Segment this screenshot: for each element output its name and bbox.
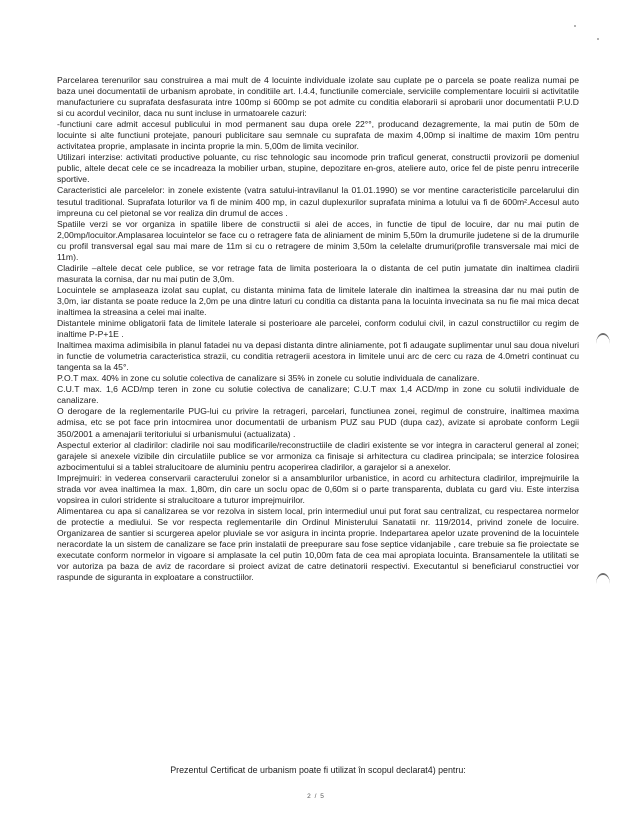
paragraph-parcelare: Parcelarea terenurilor sau construirea a mai mult de 4 locuinte individuale izolate sau cuplate pe o parcela se poate realiza numai pe baza unei documentatii de urbanism aprobate, in conditiile art. I.4.4, functiunile comerciale, serviciile complementare locuirii si activitatile manufacturiere cu suprafata desfasurata intre 100mp si 600mp se pot admite cu conditia elaborarii si aprobarii unor documentatii P.U.D si cu acordul vecinilor, daca nu sunt incluse in urmatoarele cazuri: [57, 75, 579, 119]
paragraph-alimentare-apa: Alimentarea cu apa si canalizarea se vor rezolva in sistem local, prin intermediul unui put forat sau centralizat, cu respectarea normelor de protectie a mediului. Se vor respecta reglementarile din Ordinul Ministerului Sanatatii nr. 119/2014, privind zonele de locuire. Organizarea de santier si scurgerea apelor pluviale se vor asigura in incinta proprie. Indepartarea apelor uzate provenind de la locuintele neracordate la un sistem de canalizare se face prin instalatii de preepurare sau fose septice vidanjabile , care trebuie sa fie proiectate se executate conform normelor in vigoare si amplasate la cel putin 10,00m fata de cea mai apropiata locuinta. Bransamentele la utilitati se vor autoriza pa baza de aviz de racordare si proiect avizat de catre detinatorii respectivi. Executantul si beneficiarul constructiei vor raspunde de siguranta in exploatare a constructiilor. [57, 505, 579, 583]
paragraph-spatii-verzi: Spatiile verzi se vor organiza in spatiile libere de constructii si alei de acces, in functie de tipul de locuire, dar nu mai putin de 2,00mp/locuitor.Amplasarea locuintelor se face cu o retragere fata de aliniament de minim 5,50m la drumurile judetene si de la drumurile cu profil transversal egal sau mai mare de 11m si cu o retragere de minim 3,50m la celelalte drumuri(profile transversale mai mici de 11m). [57, 218, 579, 262]
paragraph-retragere-posterioara: Cladirile –altele decat cele publice, se vor retrage fata de limita posterioara la o distanta de cel putin jumatate din inaltimea cladirii masurata la cornisa, dar nu mai putin de 3,0m. [57, 262, 579, 284]
paragraph-utilizari-interzise: Utilizari interzise: activitati productive poluante, cu risc tehnologic sau incomode prin traficul generat, constructii provizorii pe domeniul public, altele decat cele ce se incadreaza la mobilier urban, stupine, depozitare en-gros, ateliere auto, orice fel de piste penru intrecerile sportive. [57, 152, 579, 185]
paragraph-cut: C.U.T max. 1,6 ACD/mp teren in zone cu solutie colectiva de canalizare; C.U.T max 1,4 ACD/mp in zone cu solutii individuale de canalizare. [57, 384, 579, 406]
paragraph-caracteristici-parcele: Caracteristici ale parcelelor: in zonele existente (vatra satului-intravilanul la 01.01.1990) se vor mentine caracteristicile parcelarului din tesutul traditional. Suprafata loturilor va fi de minim 400 mp, in cazul duplexurilor suprafata minima a lotului va fi de 600m².Accesul auto impreuna cu cel pietonal se vor realiza din drumul de acces . [57, 185, 579, 218]
paragraph-amplasare-locuinte: Locuintele se amplaseaza izolat sau cuplat, cu distanta minima fata de limitele laterale din inaltimea la streasina dar nu mai putin de 3,0m, iar distanta se poate reduce la 2,0m pe una dintre laturi cu conditia ca distanta pana la locuinta invecinata sa nu fie mai mica decat inaltimea la streasina a celei mai inalte. [57, 284, 579, 317]
document-body [57, 75, 579, 583]
closing-line: Prezentul Certificat de urbanism poate fi utilizat în scopul declarat4) pentru: [170, 765, 466, 775]
punch-hole-mark [596, 333, 610, 344]
paragraph-functiuni-publice: -functiuni care admit accesul publicului in mod permanent sau dupa orele 22°°, producand dezagremente, la mai putin de 50m de locuinte si alte functiuni protejate, panouri publicitare sau semnale cu suprafata de maxim 4,00mp si inaltime de maxim 10m pentru activitatea proprie, amplasate in incinta proprie la min. 5,00m de limita vecinilor. [57, 119, 579, 152]
scan-speck [574, 25, 576, 27]
paragraph-pot: P.O.T max. 40% in zone cu solutie colectiva de canalizare si 35% in zonele cu solutie individuala de canalizare. [57, 373, 480, 384]
paragraph-imprejmuiri: Imprejmuiri: in vederea conservarii caracterului zonelor si a ansamblurilor urbanistice, in acord cu arhitectura cladirilor, imprejmuirile la strada vor avea inaltimea la max. 1,80m, din care un soclu opac de 0,60m si o parte transparenta, dublata cu gard viu. Este interzisa vopsirea in culori stridente si stralucitoare a tuturor imprejmuirilor. [57, 472, 579, 505]
punch-hole-mark [596, 573, 610, 584]
paragraph-inaltime-maxima: Inaltimea maxima adimisibila in planul fatadei nu va depasi distanta dintre aliniamente, pot fi adaugate suplimentar unul sau doua niveluri in functie de volumetria caracteristica strazii, cu conditia retragerii acestora in limitele unui arc de cerc cu raza de 4.0metri continuat cu tangenta sa la 45°. [57, 340, 579, 373]
paragraph-aspect-exterior: Aspectul exterior al cladirilor: cladirile noi sau modificarile/reconstructiile de cladiri existente se vor integra in caracterul general al zonei; garajele si anexele vizibile din circulatiile publice se vor armoniza ca finisaje si arhitectura cu cladirea principala; se interzice folosirea azbocimentului si a tablei stralucitoare de aluminiu pentru acoperirea cladirilor, a garajelor si a anexelor. [57, 439, 579, 472]
paragraph-distante-minime: Distantele minime obligatorii fata de limitele laterale si posterioare ale parcelei, conform codului civil, in cazul constructiilor cu regim de inaltime P-P+1E . [57, 318, 579, 340]
scan-speck [597, 38, 599, 40]
page-number: 2 / 5 [307, 793, 325, 800]
paragraph-derogare: O derogare de la reglementarile PUG-lui cu privire la retrageri, parcelari, functiunea zonei, regimul de construire, inaltimea maxima admisa, etc se pot face prin intocmirea unor documentatii de urbanism PUZ sau PUD (dupa caz), avizate si aprobate conform Legii 350/2001 a amenajarii teritoriului si urbanismului (actualizata) . [57, 406, 579, 439]
